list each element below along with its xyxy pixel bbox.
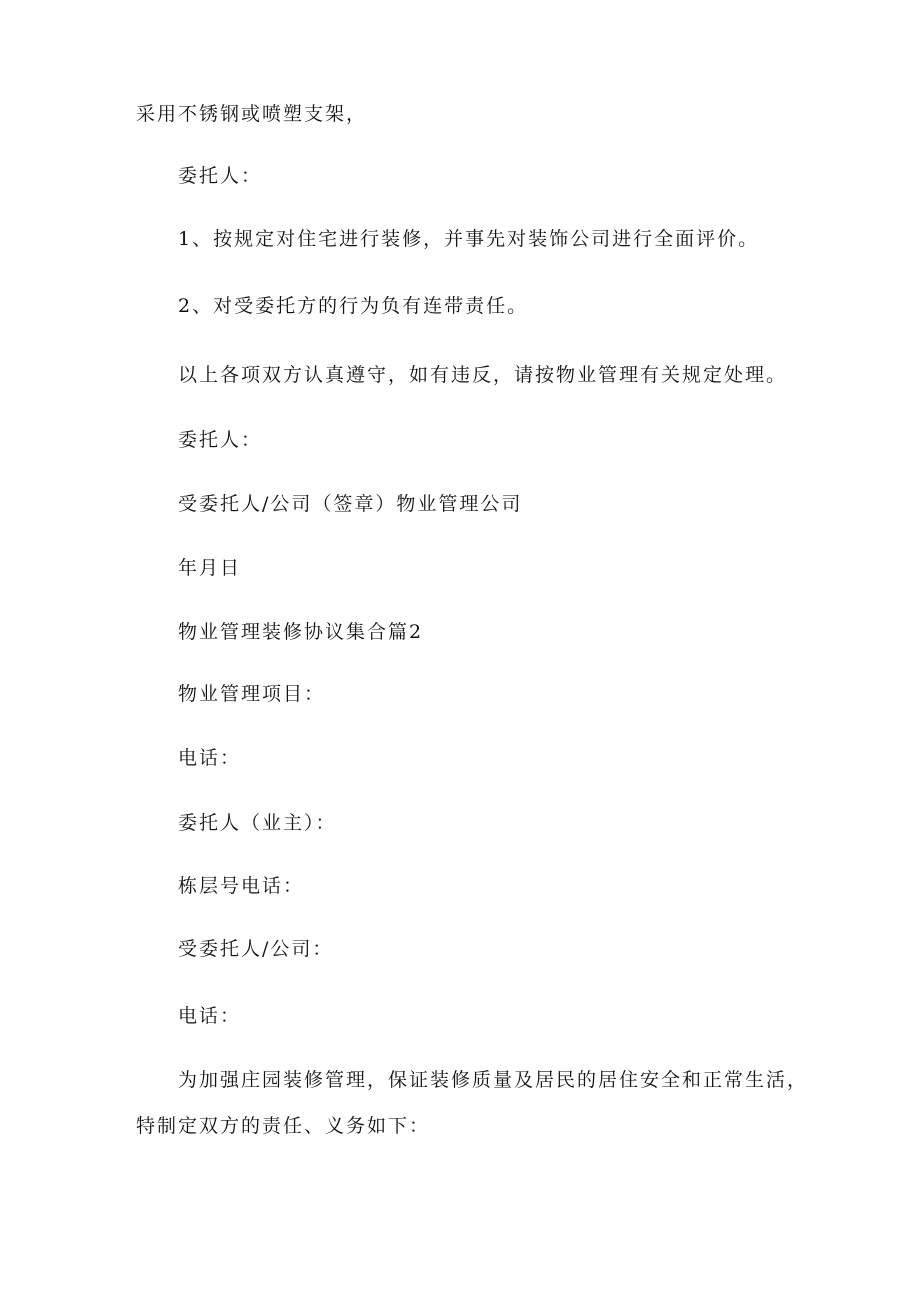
text-line-4: 2、对受委托方的行为负有连带责任。 [178, 295, 529, 317]
text-line-10: 物业管理项目： [178, 683, 326, 705]
text-line-7: 受委托人/公司（签章）物业管理公司 [178, 493, 523, 515]
text-line-16: 为加强庄园装修管理，保证装修质量及居民的居住安全和正常生活， [178, 1069, 809, 1091]
text-line-8: 年月日 [178, 557, 242, 579]
text-line-15: 电话： [178, 1005, 242, 1027]
text-line-6: 委托人： [178, 429, 263, 451]
section-heading: 物业管理装修协议集合篇2 [178, 621, 424, 643]
text-line-1: 采用不锈钢或喷塑支架， [136, 103, 368, 125]
text-line-13: 栋层号电话： [178, 875, 305, 897]
text-line-5: 以上各项双方认真遵守，如有违反，请按物业管理有关规定处理。 [178, 364, 788, 386]
text-line-12: 委托人（业主）： [178, 812, 337, 834]
text-line-11: 电话： [178, 747, 242, 769]
text-line-14: 受委托人/公司： [178, 938, 334, 960]
text-line-2: 委托人： [178, 165, 263, 187]
text-line-17: 特制定双方的责任、义务如下： [136, 1115, 431, 1137]
text-line-3: 1、按规定对住宅进行装修，并事先对装饰公司进行全面评价。 [178, 228, 760, 250]
